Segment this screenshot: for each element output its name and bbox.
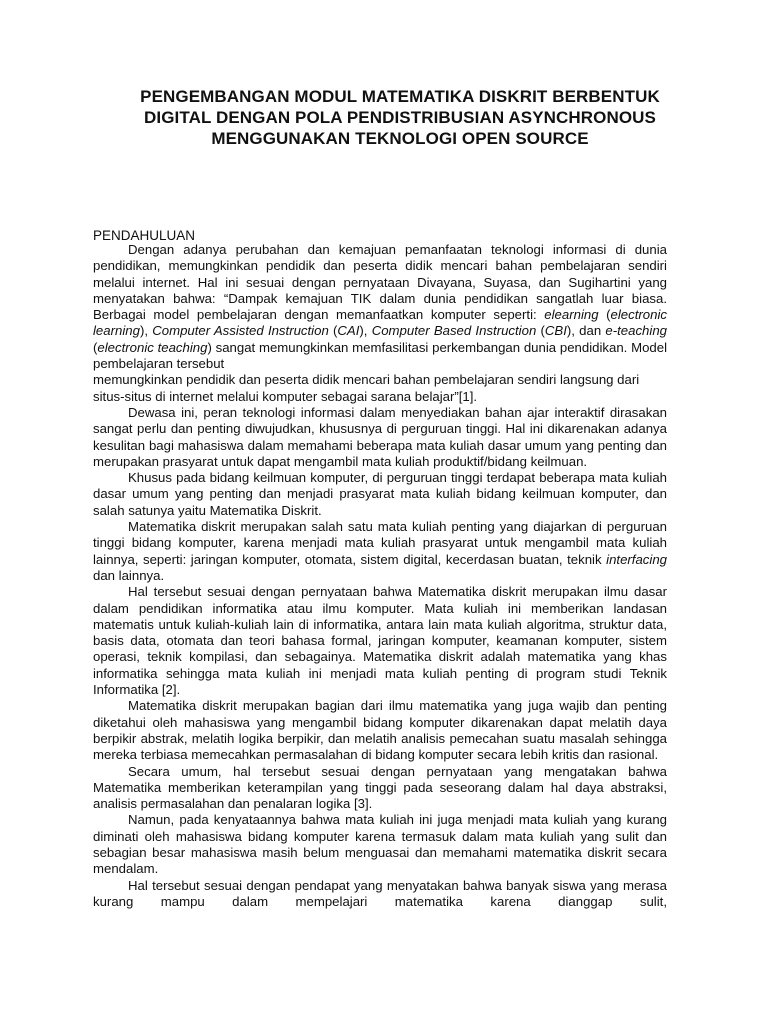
p1-text-5: ), xyxy=(359,323,372,339)
document-body xyxy=(93,242,667,910)
p1-text-8: ( xyxy=(93,339,98,355)
paragraph-4 xyxy=(93,519,667,584)
p1-italic-cai: CAI xyxy=(337,323,360,339)
paragraph-3: Khusus pada bidang keilmuan komputer, di perguruan tinggi terdapat beberapa mata kuliah dasar umum yang penting dan menjadi prasyarat mata kuliah bidang keilmuan komputer, dan salah satunya yaitu Matematika Diskrit. xyxy=(93,470,667,518)
paragraph-1-continued: memungkinkan pendidik dan peserta didik mencari bahan pembelajaran sendiri langsung dari situs-situs di internet melalui komputer sebagai sarana belajar”[1]. xyxy=(93,372,640,404)
p4-text-2: dan lainnya. xyxy=(93,567,165,583)
paragraph-5: Hal tersebut sesuai dengan pernyataan bahwa Matematika diskrit merupakan ilmu dasar dalam pendidikan informatika atau ilmu komputer. Mata kuliah ini memberikan landasan matematis untuk kuliah-kuliah lain di informatika, antara lain mata kuliah algoritma, struktur data, basis data, otomata dan teori bahasa formal, jaringan komputer, keamanan komputer, sistem operasi, teknik kompilasi, dan sebagainya. Matematika diskrit adalah matematika yang khas informatika sehingga mata kuliah ini menjadi mata kuliah penting di program studi Teknik Informatika [2]. xyxy=(93,584,667,698)
title-line-3: MENGGUNAKAN TEKNOLOGI OPEN SOURCE xyxy=(211,129,589,148)
paragraph-2: Dewasa ini, peran teknologi informasi dalam menyediakan bahan ajar interaktif dirasakan sangat perlu dan penting diwujudkan, khususnya di perguruan tinggi. Hal ini dikarenakan adanya kesulitan bagi mahasiswa dalam memahami beberapa mata kuliah dasar umum yang penting dan merupakan prasyarat untuk dapat mengambil mata kuliah produktif/bidang keilmuan. xyxy=(93,404,667,469)
p1-text-6: ( xyxy=(536,323,545,339)
p1-italic-cai-full: Computer Assisted Instruction xyxy=(152,323,329,339)
paragraph-9: Hal tersebut sesuai dengan pendapat yang menyatakan bahwa banyak siswa yang merasa kurang mampu dalam mempelajari matematika karena dianggap sulit, xyxy=(93,877,667,909)
paragraph-8: Namun, pada kenyataannya bahwa mata kuliah ini juga menjadi mata kuliah yang kurang diminati oleh mahasiswa bidang komputer karena termasuk dalam mata kuliah yang sulit dan sebagian besar mahasiswa masih belum menguasai dan memahami matematika diskrit secara mendalam. xyxy=(93,812,667,877)
p4-italic-interfacing: interfacing xyxy=(606,551,667,567)
p1-text-7: ), dan xyxy=(566,323,606,339)
title-line-2: DIGITAL DENGAN POLA PENDISTRIBUSIAN ASYNCHRONOUS xyxy=(144,108,656,127)
p1-italic-cbi: CBI xyxy=(544,323,567,339)
title-line-1: PENGEMBANGAN MODUL MATEMATIKA DISKRIT BERBENTUK xyxy=(140,87,660,106)
p1-italic-cbi-full: Computer Based Instruction xyxy=(371,323,537,339)
section-heading: PENDAHULUAN xyxy=(93,228,196,243)
paragraph-1 xyxy=(93,242,667,372)
p1-text-1: Dengan adanya perubahan dan kemajuan pemanfaatan teknologi informasi di dunia pendidikan, memungkinkan pendidik dan peserta didik mencari bahan pembelajaran sendiri melalui internet. Hal ini sesuai dengan pernyataan Divayana, Suyasa, dan Sugihartini yang menyatakan bahwa: “Dampak kemajuan TIK dalam dunia pendidikan sangatlah luar biasa. Berbagai model pembelajaran dengan memanfaatkan komputer seperti: xyxy=(93,242,667,323)
p1-italic-e-teaching: e-teaching xyxy=(605,323,667,339)
p1-text-2: ( xyxy=(598,307,611,323)
p1-italic-electronic-learning: electronic learning xyxy=(93,307,667,339)
p1-text-4: ( xyxy=(328,323,338,339)
p1-italic-electronic-teaching: electronic teaching xyxy=(97,339,208,355)
p1-italic-elearning: elearning xyxy=(544,307,599,323)
paragraph-7: Secara umum, hal tersebut sesuai dengan pernyataan yang mengatakan bahwa Matematika memberikan keterampilan yang tinggi pada seseorang dalam hal daya abstraksi, analisis permasalahan dan penalaran logika [3]. xyxy=(93,763,667,812)
p1-text-3: ), xyxy=(139,323,153,339)
p1-text-9: ) sangat memungkinkan memfasilitasi perkembangan dunia pendidikan. Model pembelajaran tersebut xyxy=(93,339,668,372)
p4-text-1: Matematika diskrit merupakan salah satu mata kuliah penting yang diajarkan di perguruan tinggi bidang komputer, karena menjadi mata kuliah prasyarat untuk mengambil mata kuliah lainnya, seperti: jaringan komputer, otomata, sistem digital, kecerdasan buatan, teknik xyxy=(93,519,667,567)
document-title xyxy=(100,86,700,149)
paragraph-6: Matematika diskrit merupakan bagian dari ilmu matematika yang juga wajib dan penting diketahui oleh mahasiswa yang mengambil bidang komputer dikarenakan dapat melatih daya berpikir abstrak, melatih logika berpikir, dan melatih analisis pemecahan suatu masalah sehingga mereka terbiasa memecahkan permasalahan di bidang komputer secara lebih kritis dan rasional. xyxy=(93,698,667,763)
